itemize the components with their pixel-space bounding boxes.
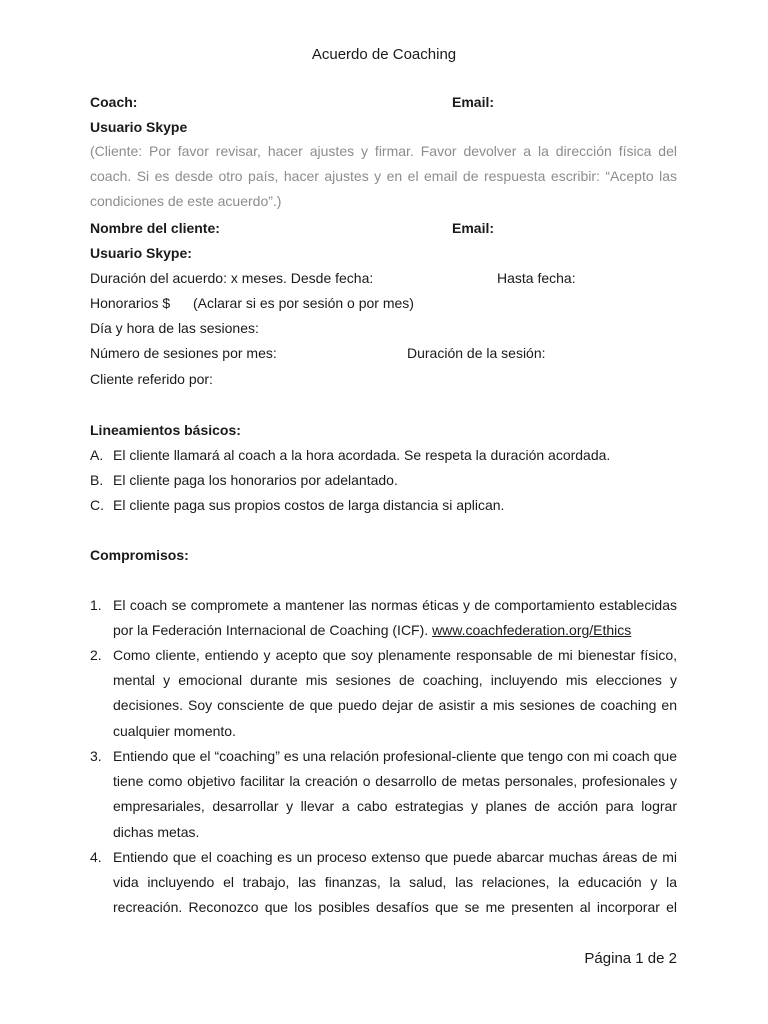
sessions-per-month-label: Número de sesiones por mes: bbox=[90, 345, 277, 361]
ethics-link[interactable]: www.coachfederation.org/Ethics bbox=[432, 622, 632, 639]
guideline-text: El cliente paga sus propios costos de larga distancia si aplican. bbox=[113, 497, 505, 513]
coach-email-label: Email: bbox=[452, 94, 495, 110]
commitments-heading: Compromisos: bbox=[90, 547, 189, 563]
client-skype-label: Usuario Skype: bbox=[90, 245, 192, 261]
end-date-label: Hasta fecha: bbox=[497, 270, 576, 286]
fees-label: Honorarios $ bbox=[90, 295, 171, 311]
guideline-text: El cliente llamará al coach a la hora acordada. Se respeta la duración acordada. bbox=[113, 447, 611, 463]
client-name-label: Nombre del cliente: bbox=[90, 220, 220, 236]
commitment-text: Como cliente, entiendo y acepto que soy plenamente responsable de mi bienestar físico, mental y emocional durante mis sesiones de coaching, incluyendo mis elecciones y decisiones. Soy consciente de que puedo dejar de asistir a mis sesiones de coaching en cualquier momento. bbox=[113, 647, 677, 739]
guideline-item bbox=[90, 445, 611, 465]
commitment-item bbox=[90, 744, 677, 845]
guideline-marker: A. bbox=[90, 447, 104, 463]
commitment-marker: 1. bbox=[90, 597, 102, 613]
fees-note: (Aclarar si es por sesión o por mes) bbox=[193, 295, 414, 311]
guidelines-heading: Lineamientos básicos: bbox=[90, 422, 241, 438]
commitment-item bbox=[90, 593, 677, 643]
schedule-label: Día y hora de las sesiones: bbox=[90, 320, 259, 336]
coach-skype-label: Usuario Skype bbox=[90, 119, 188, 135]
coach-label: Coach: bbox=[90, 94, 138, 110]
guideline-marker: C. bbox=[90, 497, 104, 513]
page-number: Página 1 de 2 bbox=[584, 950, 677, 967]
referred-by-label: Cliente referido por: bbox=[90, 371, 213, 387]
commitment-marker: 2. bbox=[90, 647, 102, 663]
client-instructions: (Cliente: Por favor revisar, hacer ajustes y firmar. Favor devolver a la dirección física del coach. Si es desde otro país, hacer ajustes y en el email de respuesta escribir: “Acepto las condiciones de este acuerdo”.) bbox=[90, 143, 677, 210]
commitment-marker: 4. bbox=[90, 849, 102, 865]
guideline-text: El cliente paga los honorarios por adelantado. bbox=[113, 472, 398, 488]
commitment-text: Entiendo que el “coaching” es una relación profesional-cliente que tengo con mi coach que tiene como objetivo facilitar la creación o desarrollo de metas personales, profesionales y empresariales, desarrollar y llevar a cabo estrategias y planes de acción para lograr dichas metas. bbox=[113, 748, 677, 840]
guideline-item bbox=[90, 495, 505, 515]
guideline-marker: B. bbox=[90, 472, 104, 488]
commitment-marker: 3. bbox=[90, 748, 102, 764]
session-duration-label: Duración de la sesión: bbox=[407, 345, 546, 361]
commitment-text: El coach se compromete a mantener las normas éticas y de comportamiento establecidas por la Federación Internacional de Coaching (ICF). bbox=[113, 597, 677, 639]
document-title: Acuerdo de Coaching bbox=[311, 46, 457, 63]
guideline-item bbox=[90, 470, 398, 490]
commitment-text: Entiendo que el coaching es un proceso extenso que puede abarcar muchas áreas de mi vida incluyendo el trabajo, las finanzas, la salud, las relaciones, la educación y la recreación. Reconozco que los posibles desafíos que se me presenten al incorporar el bbox=[113, 849, 677, 916]
commitment-item bbox=[90, 845, 677, 921]
commitment-item bbox=[90, 643, 677, 744]
agreement-duration-label: Duración del acuerdo: x meses. Desde fecha: bbox=[90, 270, 374, 286]
client-email-label: Email: bbox=[452, 220, 495, 236]
